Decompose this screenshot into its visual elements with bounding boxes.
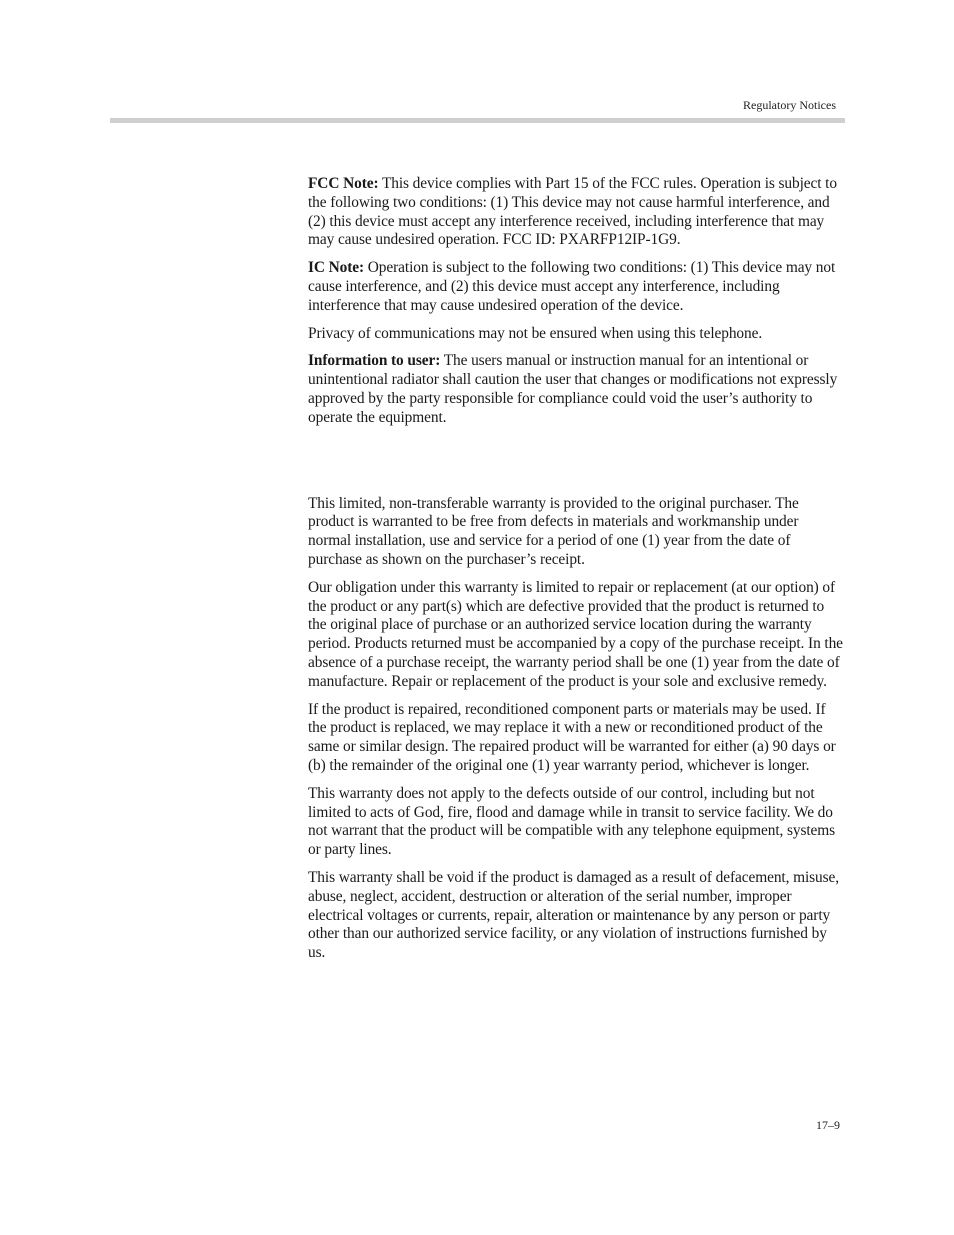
warranty-paragraph: This warranty does not apply to the defects outside of our control, including but not limited to acts of God, fire, flood and damage while in transit to service facility. We do not warrant that the product will be compatible with any telephone equipment, systems or party lines. — [308, 784, 836, 859]
page-number: 17–9 — [816, 1118, 840, 1132]
ic-note — [308, 259, 844, 315]
page-content — [308, 175, 844, 972]
warranty-paragraph: Our obligation under this warranty is limited to repair or replacement (at our option) of the product or any part(s) which are defective provided that the product is returned to the original place of purchase or an authorized service location during the warranty period. Products returned must be accompanied by a copy of the purchase receipt. In the absence of a purchase receipt, the warranty period shall be one (1) year from the date of manufacture. Repair or replacement of the product is your sole and exclusive remedy. — [308, 578, 843, 690]
fcc-note-text: This device complies with Part 15 of the FCC rules. Operation is subject to the following two conditions: (1) This device may not cause harmful interference, and (2) this device must accept any interference received, including interference that may may cause undesired operation. FCC ID: PXARFP12IP-1G9. — [308, 175, 837, 249]
information-to-user — [308, 352, 844, 427]
running-header: Regulatory Notices — [743, 98, 836, 112]
information-to-user-label: Information to user: — [308, 352, 441, 370]
fcc-note — [308, 175, 844, 250]
warranty-paragraph: If the product is repaired, reconditioned component parts or materials may be used. If the product is replaced, we may replace it with a new or reconditioned product of the same or similar design. The repaired product will be warranted for either (a) 90 days or (b) the remainder of the original one (1) year warranty period, whichever is longer. — [308, 700, 836, 774]
warranty-paragraph: This warranty shall be void if the product is damaged as a result of defacement, misuse, abuse, neglect, accident, destruction or alteration of the serial number, improper electrical voltages or currents, repair, alteration or maintenance by any person or party other than our authorized service facility, or any violation of instructions furnished by us. — [308, 868, 839, 962]
ic-note-text: Operation is subject to the following two conditions: (1) This device may not cause interference, and (2) this device must accept any interference, including interference that may cause undesired operation of the device. — [308, 259, 836, 314]
privacy-note: Privacy of communications may not be ensured when using this telephone. — [308, 324, 763, 342]
fcc-note-label: FCC Note: — [308, 175, 379, 192]
warranty-paragraph: This limited, non-transferable warranty is provided to the original purchaser. The product is warranted to be free from defects in materials and workmanship under normal installation, use and service for a period of one (1) year from the date of purchase as shown on the purchaser’s receipt. — [308, 494, 799, 568]
information-to-user-text: The users manual or instruction manual for an intentional or unintentional radiator shall caution the user that changes or modifications not expressly approved by the party responsible for compliance could void the user’s authority to operate the equipment. — [308, 352, 838, 426]
ic-note-label: IC Note: — [308, 259, 365, 277]
section-gap — [308, 437, 844, 495]
header-rule — [110, 118, 845, 123]
